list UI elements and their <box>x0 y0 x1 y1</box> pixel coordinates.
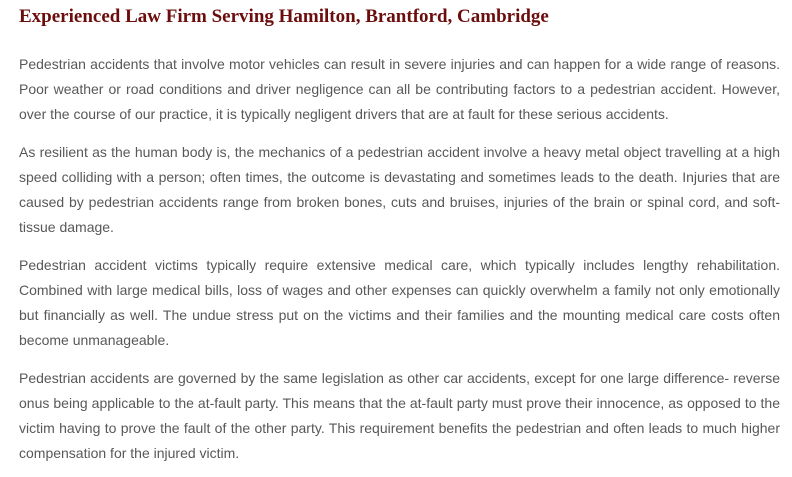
paragraph-legislation: Pedestrian accidents are governed by the same legislation as other car accidents, except for one large difference- reverse onus being applicable to the at-fault party. This means that the at-fault party must prove their innocence, as opposed to the victim having to prove the fault of the other party. This requirement benefits the pedestrian and often leads to much higher compensation for the injured victim. <box>19 370 780 461</box>
paragraph-causes: Pedestrian accidents that involve motor vehicles can result in severe injuries and can happen for a wide range of reasons. Poor weather or road conditions and driver negligence can all be contributing factors to a pedestrian accident. However, over the course of our practice, it is typically negligent drivers that are at fault for these serious accidents. <box>19 56 780 122</box>
page-heading: Experienced Law Firm Serving Hamilton, Brantford, Cambridge <box>19 6 549 27</box>
paragraph-medical-care: Pedestrian accident victims typically require extensive medical care, which typically includes lengthy rehabilitation. Combined with large medical bills, loss of wages and other expenses can quickly overwhelm a family not only emotionally but financially as well. The undue stress put on the victims and their families and the mounting medical care costs often become unmanageable. <box>19 257 780 348</box>
paragraph-injuries: As resilient as the human body is, the mechanics of a pedestrian accident involve a heavy metal object travelling at a high speed colliding with a person; often times, the outcome is devastating and sometimes leads to the death. Injuries that are caused by pedestrian accidents range from broken bones, cuts and bruises, injuries of the brain or spinal cord, and soft-tissue damage. <box>19 144 780 235</box>
